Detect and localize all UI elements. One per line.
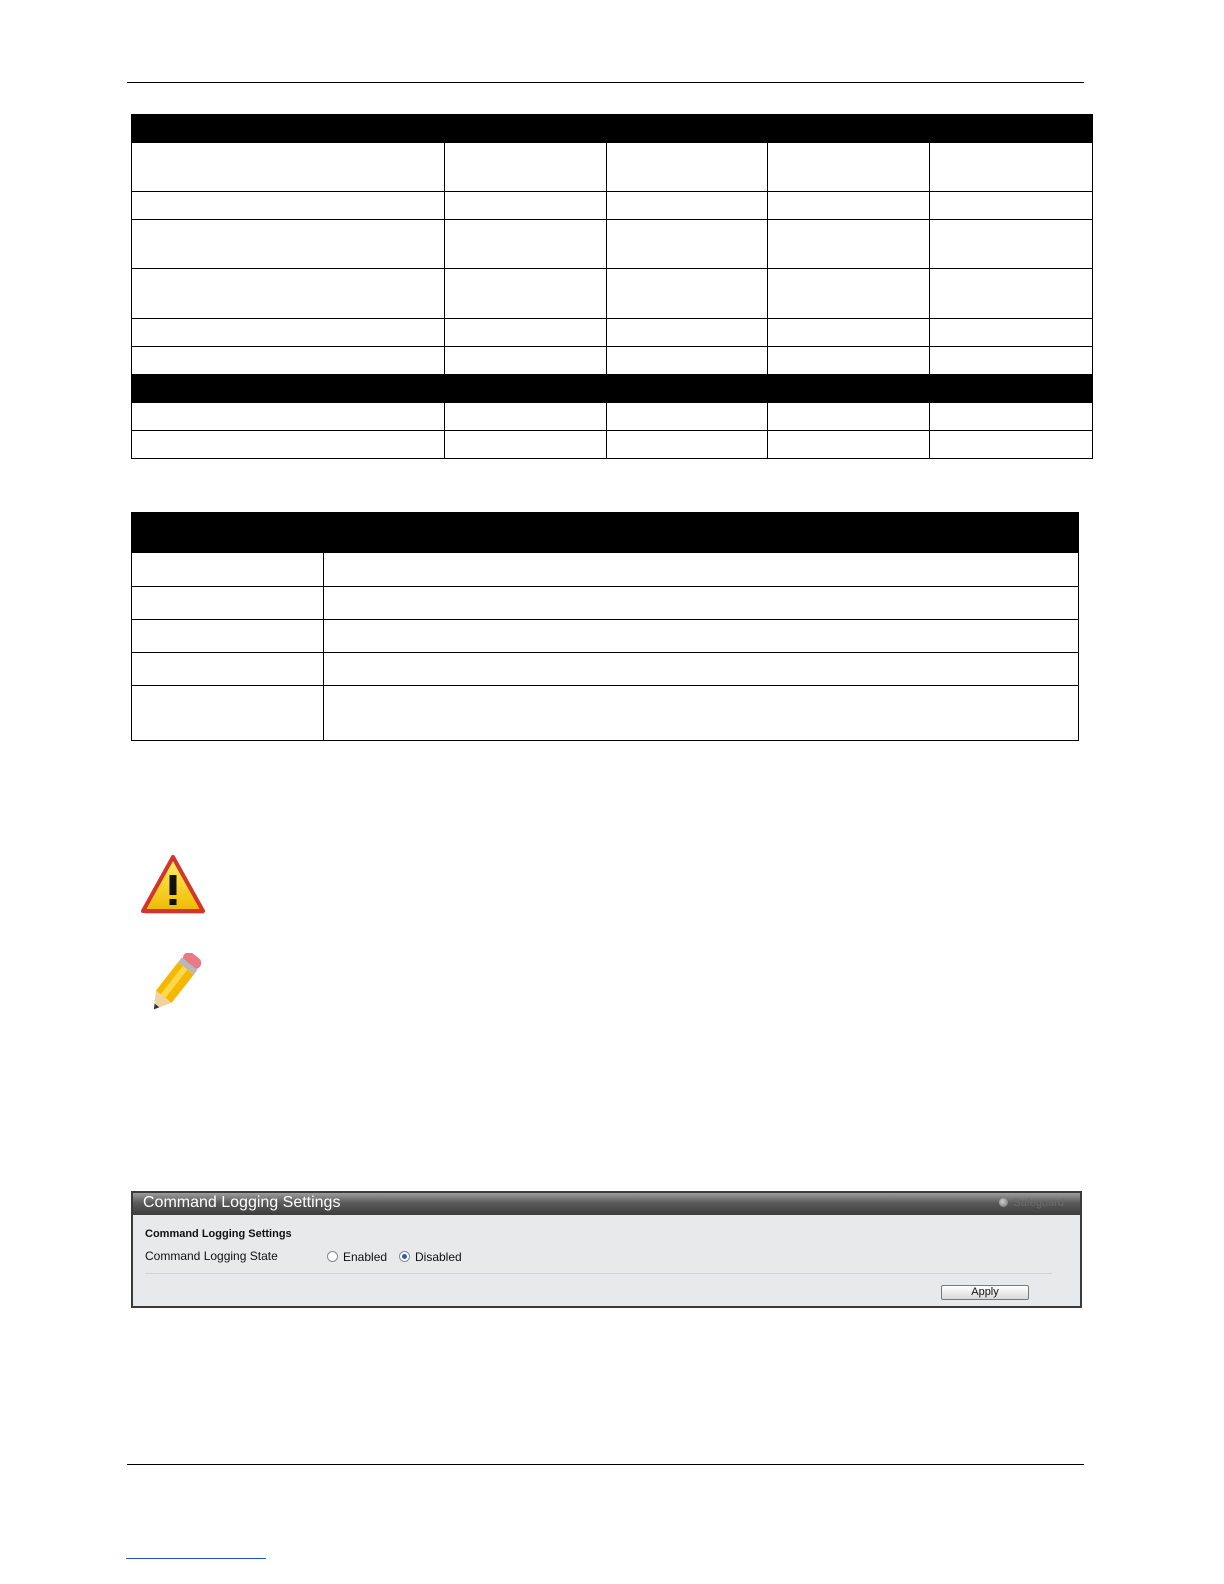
radio-enabled[interactable]	[327, 1250, 387, 1264]
table-row	[132, 620, 1079, 653]
safeguard-indicator	[999, 1197, 1064, 1209]
settings-table-2	[131, 512, 1079, 741]
table-header-row	[132, 115, 1093, 143]
radio-disabled-circle[interactable]	[399, 1251, 410, 1262]
radio-disabled[interactable]	[399, 1250, 462, 1264]
table-row	[132, 143, 1093, 192]
table-row	[132, 686, 1079, 741]
table-header-row	[132, 513, 1079, 553]
section-title: Command Logging Settings	[145, 1228, 292, 1240]
footer-link-underline[interactable]	[126, 1558, 266, 1559]
safeguard-label: Safeguard	[1013, 1197, 1064, 1209]
table-row	[132, 220, 1093, 269]
warning-triangle-icon	[139, 853, 207, 917]
table-row	[132, 403, 1093, 431]
radio-enabled-label: Enabled	[343, 1250, 388, 1264]
settings-table-1	[131, 114, 1093, 459]
command-logging-state-label: Command Logging State	[145, 1249, 278, 1263]
table-row	[132, 587, 1079, 620]
table-row	[132, 553, 1079, 587]
radio-enabled-circle[interactable]	[327, 1251, 338, 1262]
table-row	[132, 347, 1093, 375]
pencil-icon	[140, 953, 210, 1015]
radio-disabled-label: Disabled	[415, 1250, 462, 1264]
panel-title-bar	[133, 1193, 1080, 1215]
table-row	[132, 192, 1093, 220]
safeguard-status-icon	[999, 1198, 1008, 1207]
header-rule	[127, 82, 1084, 83]
command-logging-panel	[131, 1191, 1082, 1308]
panel-title: Command Logging Settings	[143, 1194, 341, 1211]
table-row	[132, 269, 1093, 319]
table-row	[132, 319, 1093, 347]
panel-divider	[145, 1273, 1052, 1274]
apply-button[interactable]: Apply	[941, 1285, 1029, 1300]
table-row	[132, 431, 1093, 459]
table-header-row	[132, 375, 1093, 403]
table-row	[132, 653, 1079, 686]
footer-rule	[127, 1464, 1084, 1465]
